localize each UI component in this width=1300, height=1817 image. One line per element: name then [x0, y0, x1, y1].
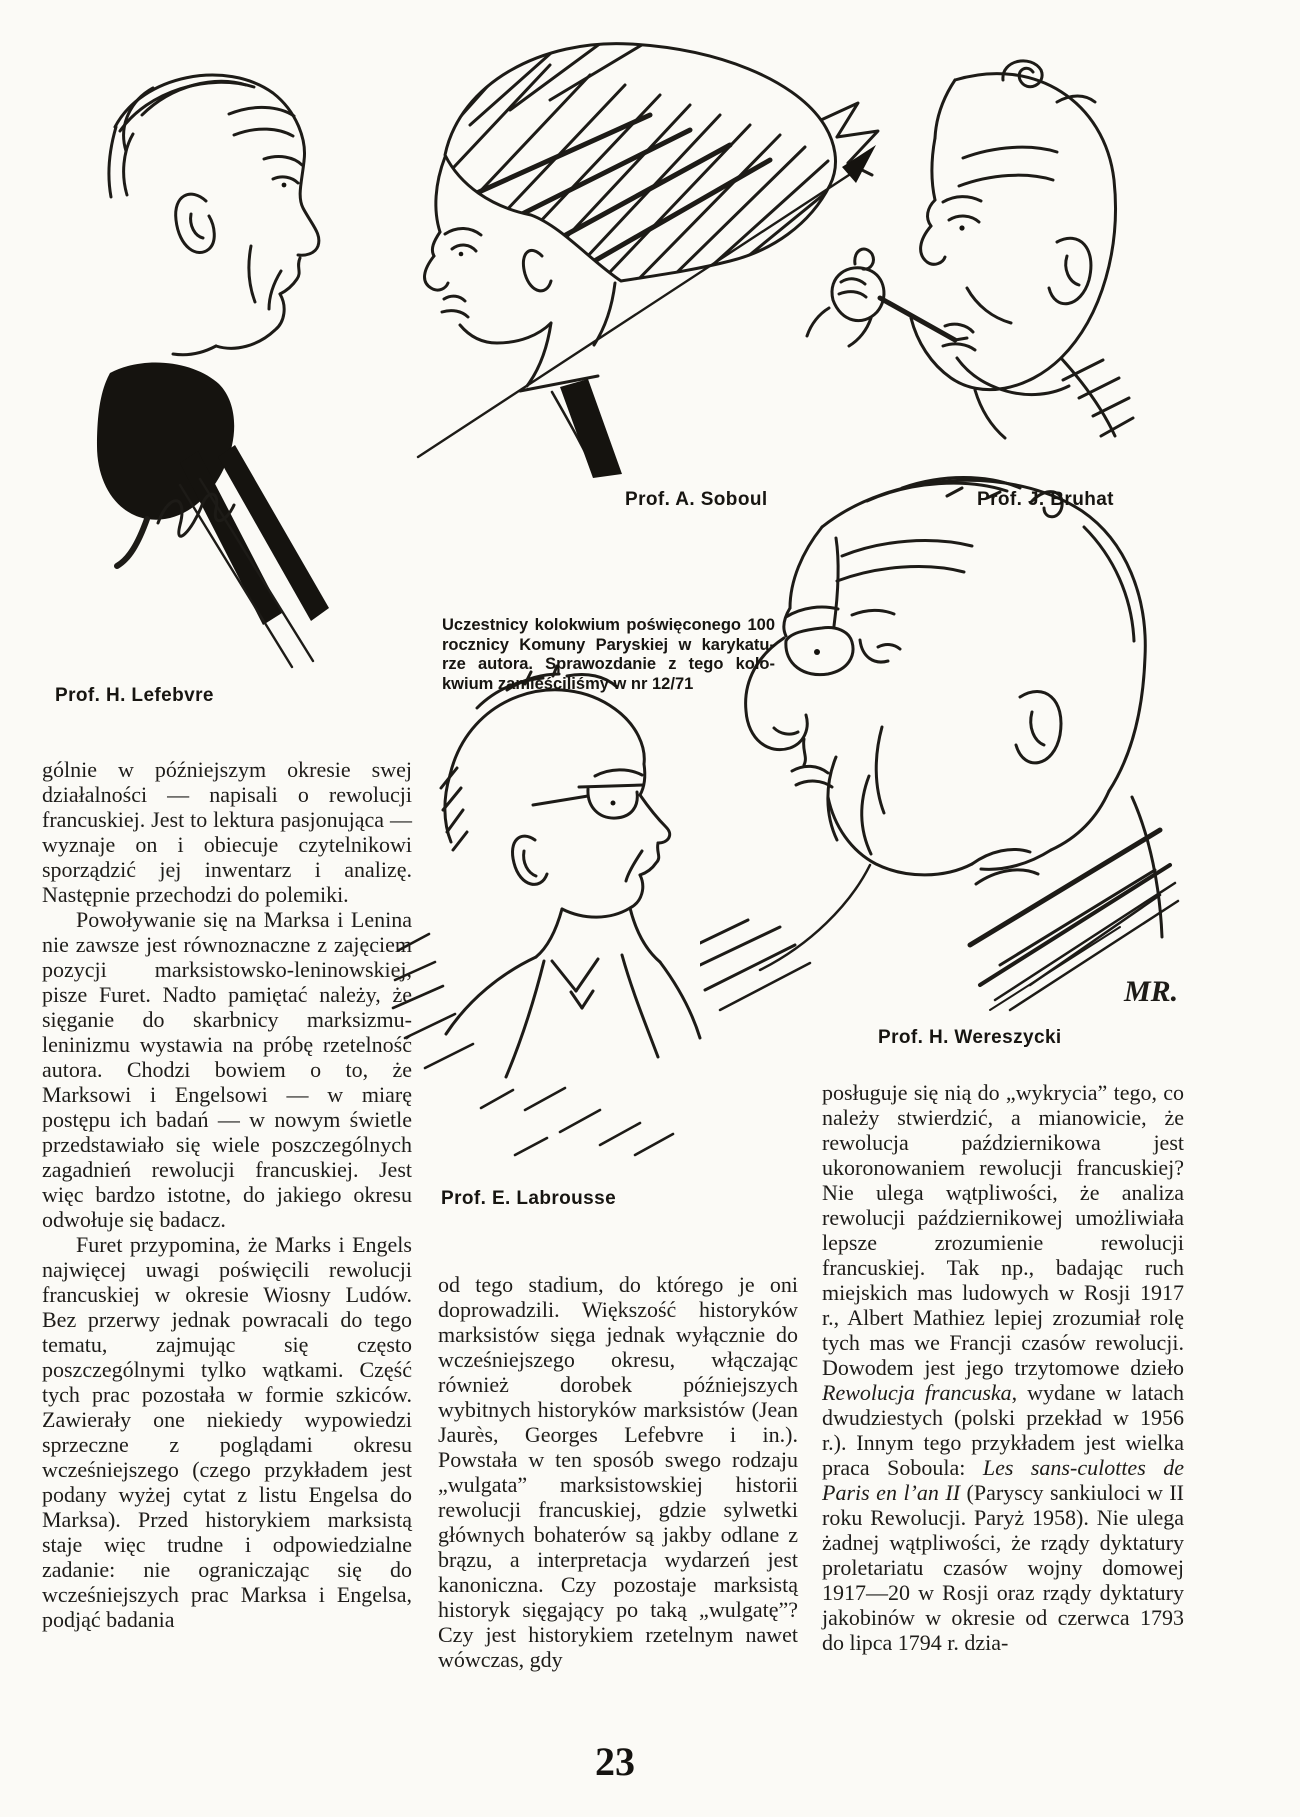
paragraph: od tego stadium, do którego je oni doprowadzili. Większość historyków marksistów sięga jednak wyłącznie do wcześniejszego okresu, włączając również dorobek późniejszych wybitnych historyków marksistów (Jean Jaurès, Georges Lefebvre i in.). Powstała w ten sposób swego rodzaju „wulgata” marksistowskiej historii rewolucji francuskiej, gdzie sylwetki głównych bohaterów są jakby odlane z brązu, a interpretacja wydarzeń jest kanoniczna. Czy pozostaje marksistą historyk sięgający po taką „wulgatę”? Czy jest historykiem rzetelnym nawet wówczas, gdy — [438, 1272, 798, 1672]
page-number: 23 — [595, 1739, 635, 1784]
caricature-lefebvre — [30, 55, 345, 680]
label-prof-wereszycki: Prof. H. Wereszycki — [878, 1027, 1062, 1048]
label-prof-bruhat: Prof. J. Bruhat — [977, 489, 1114, 510]
book-title-italic: Les sans-culottes de Paris en l’an II — [822, 1455, 1184, 1505]
paragraph-segment: , wydane w latach dwudziestych (polski przekład w 1956 r.). Innym tego przykładem jest wielka praca Soboula: — [822, 1380, 1184, 1480]
pen-nib — [842, 145, 876, 183]
paragraph: Powoływanie się na Marksa i Lenina nie zawsze jest równoznaczne z zajęciem pozycji marksistowsko-leninowskiej, pisze Furet. Nadto pamiętać należy, że sięganie do skarbnicy marksizmu-leninizmu wystawia na próbę rzetelność autora. Chodzi bowiem o to, że Marksowi i Engelsowi — w miarę postępu ich badań — w nowym świetle przedstawiało się wiele poszczególnych zagadnień rewolucji francuskiej. Jest więc bardzo istotne, do jakiego okresu odwołuje się badacz. — [42, 907, 412, 1232]
paragraph-segment: posługuje się nią do „wykrycia” tego, co należy stwierdzić, a mianowicie, że rewolucja październikowa jest ukoronowaniem rewolucji francuskiej? Nie ulega wątpliwości, że analiza rewolucji październikowej umożliwiała lepsze zrozumienie rewolucji francuskiej. Tak np., badając ruch miejskich mas ludowych w Rosji 1917 r., Albert Mathiez lepiej zrozumiał rolę tych mas we Francji czasów rewolucji. Dowodem jest jego trzytomowe dzieło — [822, 1080, 1184, 1380]
glasses — [579, 785, 643, 787]
paragraph — [822, 1080, 1184, 1655]
artist-signature-scribble — [158, 494, 234, 536]
artist-signature: MR. — [1124, 975, 1179, 1008]
pen-line — [418, 173, 852, 457]
glasses — [786, 628, 853, 675]
caption-line: Uczestnicy kolokwium poświęconego 100 — [442, 616, 775, 634]
hair-hatching — [390, 40, 845, 293]
illustration-caption — [442, 616, 775, 694]
sketch-hatching — [393, 934, 673, 1155]
label-prof-soboul: Prof. A. Soboul — [625, 489, 768, 510]
fist — [832, 268, 884, 321]
paragraph: Furet przypomina, że Marks i Engels najwięcej uwagi poświęcili rewolucji francuskiej w okresie Wiosny Ludów. Bez przerwy jednak powracali do tego tematu, zajmując się często poszczególnymi tylko wątkami. Część tych prac pozostała w formie szkiców. Zawierały one niekiedy wypowiedzi sprzeczne z poglądami okresu wcześniejszego (czego przykładem jest podany wyżej cytat z listu Engelsa do Marksa). Przed historykiem marksistą staje więc trudne i odpowiedzialne zadanie: nie ograniczając się do wcześniejszych prac Marksa i Engelsa, podjąć badania — [42, 1232, 412, 1632]
book-title-italic: Rewolucja francuska — [822, 1380, 1012, 1405]
pipe-stem — [880, 298, 955, 340]
text-column-middle — [438, 1272, 798, 1672]
caption-line: rze autora. Sprawozdanie z tego kolo- — [442, 655, 775, 673]
tie — [560, 379, 622, 478]
scarf-ink-blob — [97, 362, 234, 519]
caricature-soboul — [390, 25, 930, 480]
label-prof-labrousse: Prof. E. Labrousse — [441, 1188, 617, 1209]
label-prof-lefebvre: Prof. H. Lefebvre — [55, 685, 214, 706]
shoulder-hatching — [700, 830, 1178, 1010]
paragraph: gólnie w późniejszym okresie swej działalności — napisali o rewolucji francuskiej. Jest to lektura pasjonująca — wyznaje on i obiecuje czytelnikowi sporządzić jej inwentarz i analizę. Następnie przechodzi do polemiki. — [42, 757, 412, 907]
caricature-labrousse — [385, 640, 705, 1180]
text-column-left — [42, 757, 412, 1632]
caricature-wereszycki — [700, 465, 1180, 1015]
caption-line: rocznicy Komuny Paryskiej w karykatu- — [442, 635, 775, 654]
text-column-right — [822, 1080, 1184, 1655]
caricature-bruhat — [705, 50, 1135, 460]
paragraph-segment: (Paryscy sankiuloci w II roku Rewolucji. Paryż 1958). Nie ulega żadnej wątpliwości, że rządy dyktatury proletariatu czasów wojny domowej 1917—20 w Rosji oraz rządy dyktatury jakobinów w okresie od czerwca 1793 do lipca 1794 r. dzia- — [822, 1480, 1185, 1655]
caption-line: kwium zamieściliśmy w nr 12/71 — [442, 674, 694, 693]
